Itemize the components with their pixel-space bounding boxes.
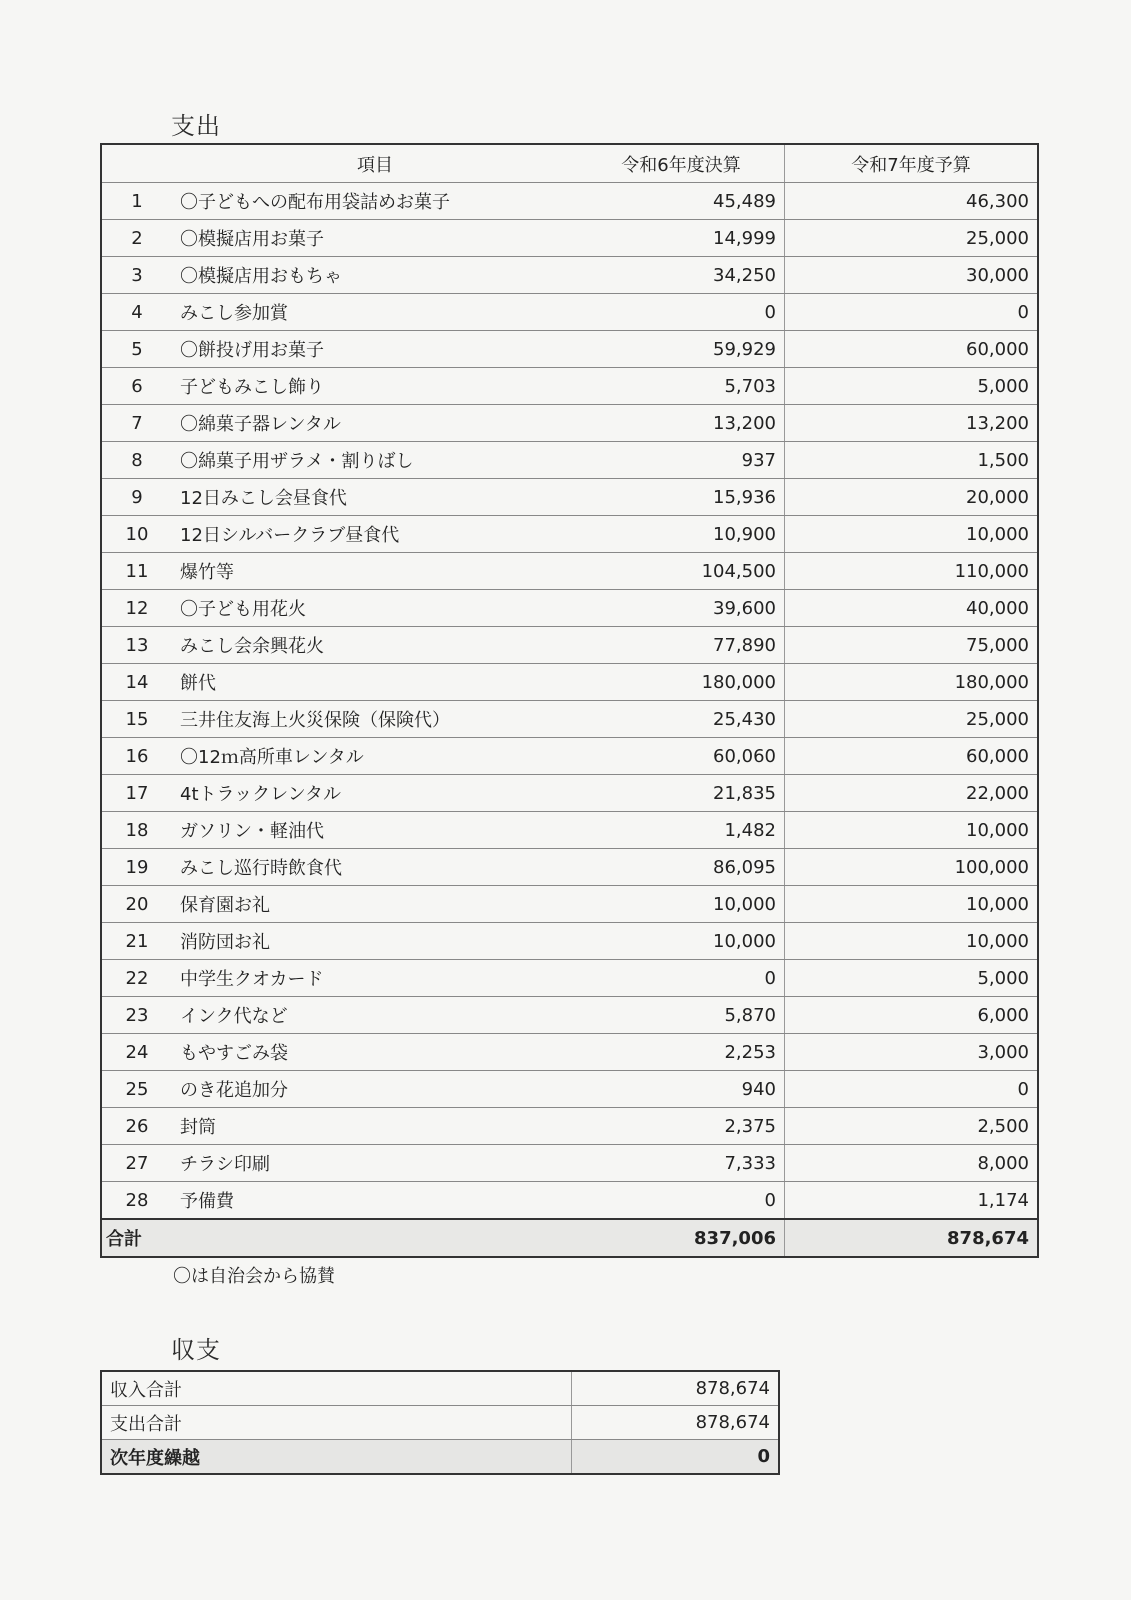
row-r7: 0 [785,1071,1039,1108]
row-no: 27 [101,1145,172,1182]
row-item: 保育園お礼 [172,886,578,923]
row-item: 中学生クオカード [172,960,578,997]
row-r6: 0 [578,960,785,997]
table-row [101,590,1038,627]
row-no: 16 [101,738,172,775]
row-r7: 3,000 [785,1034,1039,1071]
table-row [101,812,1038,849]
table-row [101,553,1038,590]
row-r6: 104,500 [578,553,785,590]
row-r6: 45,489 [578,183,785,220]
carry-over-value: 0 [572,1440,780,1475]
row-no: 10 [101,516,172,553]
row-item: 餅代 [172,664,578,701]
row-item: 〇模擬店用おもちゃ [172,257,578,294]
balance-label: 支出合計 [101,1406,572,1440]
table-row [101,849,1038,886]
table-row [101,183,1038,220]
table-row [101,886,1038,923]
table-row [101,1071,1038,1108]
row-no: 24 [101,1034,172,1071]
row-no: 23 [101,997,172,1034]
carry-over-row [101,1440,779,1475]
row-item: チラシ印刷 [172,1145,578,1182]
row-item: 爆竹等 [172,553,578,590]
row-r7: 10,000 [785,886,1039,923]
row-r6: 21,835 [578,775,785,812]
table-row [101,479,1038,516]
row-no: 7 [101,405,172,442]
row-r7: 2,500 [785,1108,1039,1145]
row-item: 子どもみこし飾り [172,368,578,405]
row-r6: 13,200 [578,405,785,442]
row-r7: 40,000 [785,590,1039,627]
row-r6: 940 [578,1071,785,1108]
row-r6: 34,250 [578,257,785,294]
row-r6: 86,095 [578,849,785,886]
header-item: 項目 [172,144,578,183]
table-row [101,516,1038,553]
table-row [101,775,1038,812]
table-row [101,331,1038,368]
row-item: 封筒 [172,1108,578,1145]
row-no: 4 [101,294,172,331]
total-r7: 878,674 [785,1219,1039,1257]
row-item: のき花追加分 [172,1071,578,1108]
row-item: もやすごみ袋 [172,1034,578,1071]
table-row [101,701,1038,738]
row-no: 8 [101,442,172,479]
row-r7: 13,200 [785,405,1039,442]
table-row [101,220,1038,257]
row-r6: 7,333 [578,1145,785,1182]
row-r7: 60,000 [785,738,1039,775]
row-no: 20 [101,886,172,923]
expense-table [100,143,1039,1258]
row-r7: 10,000 [785,923,1039,960]
row-r7: 180,000 [785,664,1039,701]
row-r6: 5,703 [578,368,785,405]
row-r6: 10,900 [578,516,785,553]
row-r6: 937 [578,442,785,479]
row-r7: 1,500 [785,442,1039,479]
row-r7: 5,000 [785,960,1039,997]
row-r7: 20,000 [785,479,1039,516]
row-no: 28 [101,1182,172,1220]
row-r7: 5,000 [785,368,1039,405]
table-row [101,257,1038,294]
row-r6: 10,000 [578,886,785,923]
row-r6: 0 [578,294,785,331]
table-row [101,1108,1038,1145]
row-item: みこし会余興花火 [172,627,578,664]
row-no: 22 [101,960,172,997]
row-r7: 10,000 [785,516,1039,553]
balance-value: 878,674 [572,1371,780,1406]
sponsor-note: 〇は自治会から協賛 [173,1266,335,1287]
row-r6: 77,890 [578,627,785,664]
row-r7: 1,174 [785,1182,1039,1220]
table-row [101,368,1038,405]
row-no: 21 [101,923,172,960]
row-item: 〇子ども用花火 [172,590,578,627]
row-no: 13 [101,627,172,664]
row-r7: 60,000 [785,331,1039,368]
row-r6: 2,253 [578,1034,785,1071]
row-r7: 25,000 [785,701,1039,738]
table-row [101,1182,1038,1220]
carry-over-label: 次年度繰越 [101,1440,572,1475]
table-row [101,294,1038,331]
row-item: インク代など [172,997,578,1034]
row-r6: 180,000 [578,664,785,701]
row-item: 12日みこし会昼食代 [172,479,578,516]
row-r6: 60,060 [578,738,785,775]
row-r7: 110,000 [785,553,1039,590]
row-no: 6 [101,368,172,405]
expense-total-row [101,1219,1038,1257]
row-no: 1 [101,183,172,220]
balance-label: 収入合計 [101,1371,572,1406]
row-item: 〇綿菓子器レンタル [172,405,578,442]
balance-heading: 収支 [171,1336,221,1364]
row-r7: 0 [785,294,1039,331]
row-item: 消防団お礼 [172,923,578,960]
row-r6: 59,929 [578,331,785,368]
row-r6: 39,600 [578,590,785,627]
row-no: 11 [101,553,172,590]
row-item: 12日シルバークラブ昼食代 [172,516,578,553]
row-r6: 0 [578,1182,785,1220]
row-r6: 5,870 [578,997,785,1034]
row-no: 12 [101,590,172,627]
balance-table [100,1370,780,1475]
table-row [101,738,1038,775]
row-item: 三井住友海上火災保険（保険代） [172,701,578,738]
row-r6: 2,375 [578,1108,785,1145]
row-no: 5 [101,331,172,368]
row-item: 〇綿菓子用ザラメ・割りばし [172,442,578,479]
header-r7: 令和7年度予算 [785,144,1039,183]
balance-value: 878,674 [572,1406,780,1440]
table-row [101,923,1038,960]
table-row [101,997,1038,1034]
row-no: 18 [101,812,172,849]
row-item: 〇餅投げ用お菓子 [172,331,578,368]
row-r7: 22,000 [785,775,1039,812]
table-row [101,442,1038,479]
row-r6: 15,936 [578,479,785,516]
table-row [101,960,1038,997]
expense-header-row [101,144,1038,183]
row-r7: 8,000 [785,1145,1039,1182]
row-r6: 1,482 [578,812,785,849]
total-spacer [172,1219,578,1257]
row-r7: 46,300 [785,183,1039,220]
row-r7: 10,000 [785,812,1039,849]
balance-row [101,1406,779,1440]
row-no: 14 [101,664,172,701]
row-no: 25 [101,1071,172,1108]
row-item: 4tトラックレンタル [172,775,578,812]
row-item: 予備費 [172,1182,578,1220]
row-no: 3 [101,257,172,294]
row-no: 17 [101,775,172,812]
row-r6: 14,999 [578,220,785,257]
row-r7: 6,000 [785,997,1039,1034]
row-no: 15 [101,701,172,738]
row-item: みこし参加賞 [172,294,578,331]
row-no: 2 [101,220,172,257]
row-no: 26 [101,1108,172,1145]
total-r6: 837,006 [578,1219,785,1257]
row-no: 9 [101,479,172,516]
expense-heading: 支出 [171,112,221,140]
table-row [101,664,1038,701]
table-row [101,405,1038,442]
row-r7: 30,000 [785,257,1039,294]
row-item: みこし巡行時飲食代 [172,849,578,886]
table-row [101,1145,1038,1182]
row-r6: 10,000 [578,923,785,960]
row-item: 〇子どもへの配布用袋詰めお菓子 [172,183,578,220]
row-no: 19 [101,849,172,886]
row-r7: 100,000 [785,849,1039,886]
header-no [101,144,172,183]
table-row [101,1034,1038,1071]
balance-row [101,1371,779,1406]
header-r6: 令和6年度決算 [578,144,785,183]
row-item: 〇模擬店用お菓子 [172,220,578,257]
row-r7: 25,000 [785,220,1039,257]
row-r7: 75,000 [785,627,1039,664]
total-label: 合計 [101,1219,172,1257]
table-row [101,627,1038,664]
row-r6: 25,430 [578,701,785,738]
row-item: ガソリン・軽油代 [172,812,578,849]
row-item: 〇12ｍ高所車レンタル [172,738,578,775]
